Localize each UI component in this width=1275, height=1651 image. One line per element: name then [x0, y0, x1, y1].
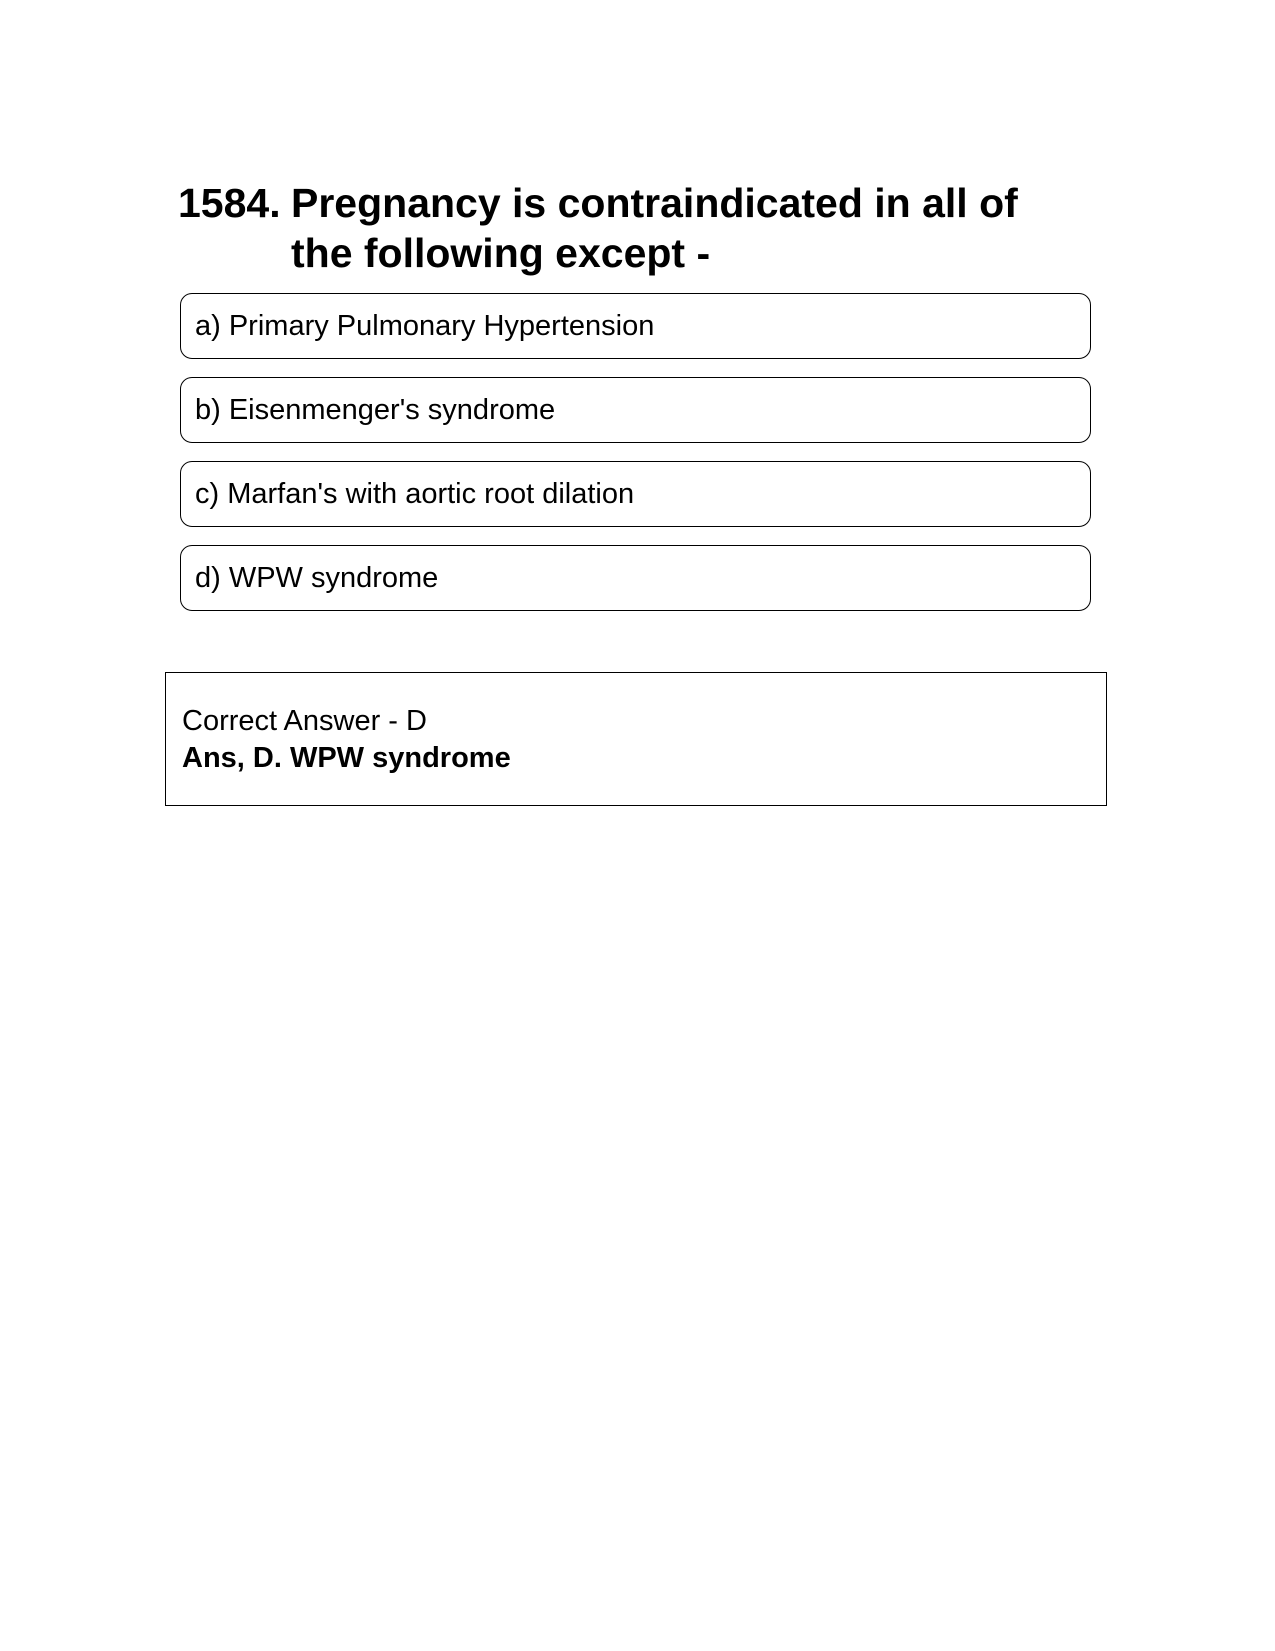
option-a-label: a) Primary Pulmonary Hypertension	[195, 309, 655, 342]
option-d-label: d) WPW syndrome	[195, 561, 439, 594]
answer-explanation: Ans, D. WPW syndrome	[182, 742, 511, 774]
question-number: 1584.	[178, 180, 281, 226]
option-b-label: b) Eisenmenger's syndrome	[195, 393, 556, 426]
option-c-label: c) Marfan's with aortic root dilation	[195, 477, 635, 510]
option-a[interactable]	[180, 293, 1091, 359]
option-c[interactable]	[180, 461, 1091, 527]
option-d[interactable]	[180, 545, 1091, 611]
question-text: Pregnancy is contraindicated in all of the following except -	[291, 180, 1018, 276]
question-heading	[178, 178, 1078, 278]
correct-answer: Correct Answer - D	[182, 705, 427, 737]
option-b[interactable]	[180, 377, 1091, 443]
answer-box	[165, 672, 1107, 806]
